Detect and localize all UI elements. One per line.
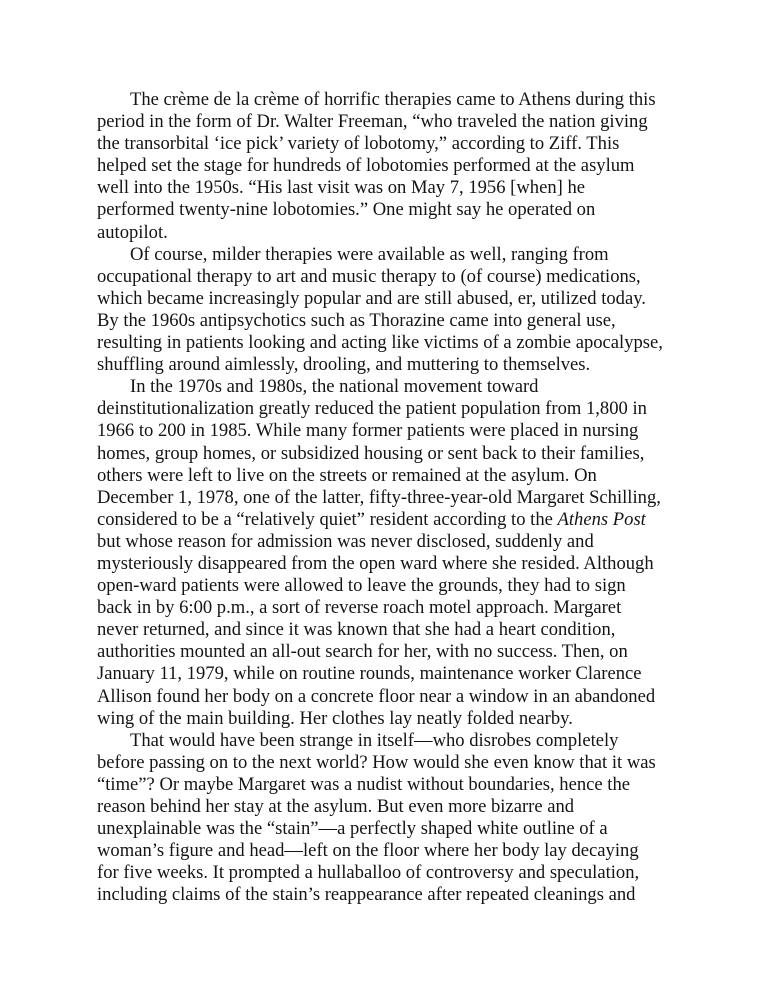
text-line: for five weeks. It prompted a hullaballoo of controversy and speculation, [97, 862, 640, 884]
text-line: open-ward patients were allowed to leave the grounds, they had to sign [97, 575, 626, 597]
text-line: January 11, 1979, while on routine rounds, maintenance worker Clarence [97, 663, 642, 685]
text-line: never returned, and since it was known that she had a heart condition, [97, 619, 616, 641]
paragraph [97, 244, 687, 377]
text-line: others were left to live on the streets or remained at the asylum. On [97, 464, 597, 486]
text-line: the transorbital ‘ice pick’ variety of lobotomy,” according to Ziff. This [97, 133, 620, 155]
paragraph [97, 89, 687, 244]
text-line: occupational therapy to art and music therapy to (of course) medications, [97, 265, 641, 287]
text-line: period in the form of Dr. Walter Freeman, “who traveled the nation giving [97, 111, 648, 133]
text-line: resulting in patients looking and acting like victims of a zombie apocalypse, [97, 332, 663, 354]
text-line: well into the 1950s. “His last visit was on May 7, 1956 [when] he [97, 177, 586, 199]
text-line: mysteriously disappeared from the open ward where she resided. Although [97, 552, 654, 574]
text-line: but whose reason for admission was never disclosed, suddenly and [97, 530, 594, 552]
text-line: helped set the stage for hundreds of lobotomies performed at the asylum [97, 155, 635, 177]
text-line: back in by 6:00 p.m., a sort of reverse roach motel approach. Margaret [97, 597, 622, 619]
text-line: “time”? Or maybe Margaret was a nudist without boundaries, hence the [97, 773, 631, 795]
text-line [97, 509, 687, 531]
text-line: unexplainable was the “stain”—a perfectly shaped white outline of a [97, 818, 608, 840]
publication-title: Athens Post [557, 508, 646, 530]
text-line: which became increasingly popular and are still abused, er, utilized today. [97, 287, 646, 309]
text-line: deinstitutionalization greatly reduced the patient population from 1,800 in [97, 398, 647, 420]
text-line: autopilot. [97, 221, 168, 243]
document-page [97, 89, 687, 906]
text-run: considered to be a “relatively quiet” resident according to the [97, 508, 558, 530]
text-line: The crème de la crème of horrific therapies came to Athens during this [130, 89, 656, 110]
text-line: authorities mounted an all-out search for her, with no success. Then, on [97, 641, 628, 663]
paragraph [97, 730, 687, 907]
text-line: woman’s figure and head—left on the floor where her body lay decaying [97, 840, 639, 862]
text-line: That would have been strange in itself—who disrobes completely [130, 729, 619, 751]
text-line: December 1, 1978, one of the latter, fifty-three-year-old Margaret Schilling, [97, 486, 661, 508]
text-line: Of course, milder therapies were available as well, ranging from [130, 243, 609, 265]
text-line: homes, group homes, or subsidized housing or sent back to their families, [97, 442, 645, 464]
text-line: By the 1960s antipsychotics such as Thorazine came into general use, [97, 309, 616, 331]
text-line: 1966 to 200 in 1985. While many former patients were placed in nursing [97, 420, 639, 442]
text-line: wing of the main building. Her clothes lay neatly folded nearby. [97, 707, 573, 729]
text-line: reason behind her stay at the asylum. But even more bizarre and [97, 796, 575, 817]
text-line: shuffling around aimlessly, drooling, and muttering to themselves. [97, 354, 591, 376]
text-line: before passing on to the next world? How would she even know that it was [97, 751, 656, 773]
text-line: including claims of the stain’s reappearance after repeated cleanings and [97, 884, 636, 906]
text-line: In the 1970s and 1980s, the national movement toward [130, 376, 539, 398]
text-line: Allison found her body on a concrete floor near a window in an abandoned [97, 685, 656, 707]
paragraph [97, 376, 687, 730]
text-line: performed twenty-nine lobotomies.” One might say he operated on [97, 199, 596, 221]
